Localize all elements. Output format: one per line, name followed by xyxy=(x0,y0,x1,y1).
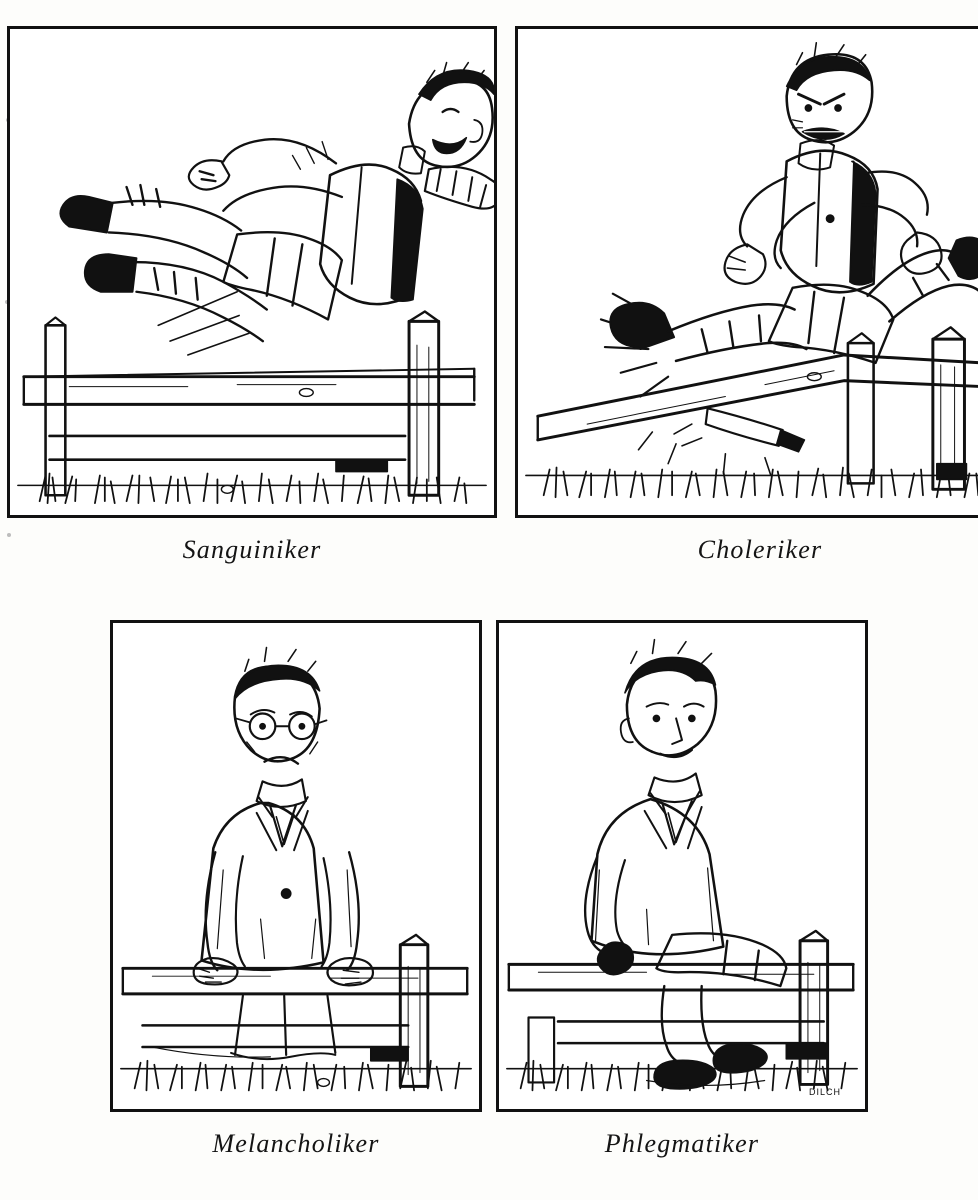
artist-signature: DILCH xyxy=(808,1087,841,1097)
fence-sit-icon xyxy=(499,623,865,1109)
fence-kick-icon xyxy=(518,29,978,515)
panel-caption-choleriker: Choleriker xyxy=(697,535,823,564)
panel-phlegmatiker-frame xyxy=(496,620,868,1112)
panel-melancholiker-frame xyxy=(110,620,482,1112)
panel-melancholiker xyxy=(110,620,482,1159)
panel-sanguiniker-frame xyxy=(7,26,497,518)
panel-caption-melancholiker: Melancholiker xyxy=(212,1129,380,1158)
panel-row-bottom xyxy=(0,620,978,1159)
panel-row-top xyxy=(0,26,978,565)
panel-choleriker-frame xyxy=(515,26,978,518)
fence-lean-icon xyxy=(113,623,479,1109)
panel-choleriker xyxy=(515,26,978,565)
panel-sanguiniker xyxy=(7,26,497,565)
panel-caption-phlegmatiker: Phlegmatiker xyxy=(604,1129,760,1158)
panel-caption-sanguiniker: Sanguiniker xyxy=(182,535,322,564)
panel-phlegmatiker xyxy=(496,620,868,1159)
fence-jump-icon xyxy=(10,29,494,515)
